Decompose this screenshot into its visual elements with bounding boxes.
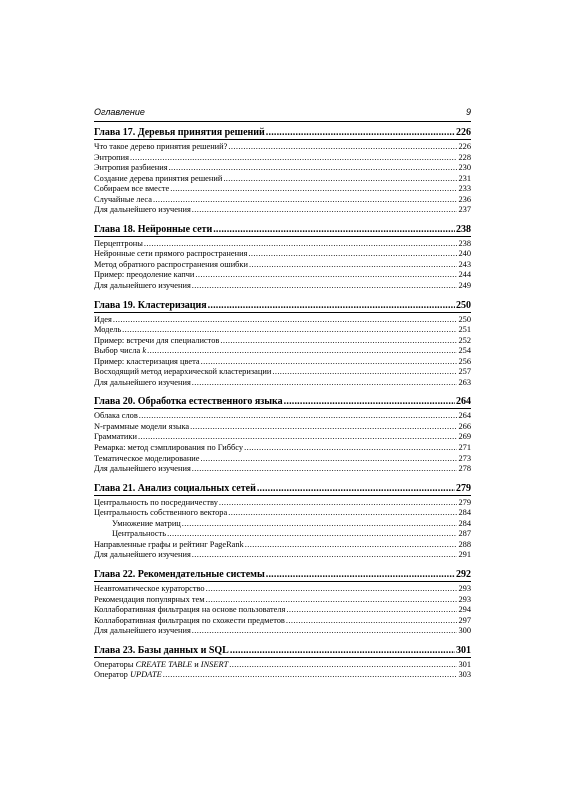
entry-title-part: и [192,659,201,669]
chapter-title: Глава 23. Базы данных и SQL [94,644,229,656]
toc-entry[interactable] [94,163,471,174]
entry-title: Создание дерева принятия решений [94,173,223,183]
entry-title-part: CREATE TABLE [135,659,193,669]
toc-chapter-heading[interactable] [94,568,471,582]
toc-entry[interactable] [94,205,471,216]
leader-dots [192,626,458,637]
entry-title: Центральность собственного вектора [94,508,228,518]
chapter-title: Глава 19. Кластеризация [94,299,207,311]
toc-chapter [94,482,471,561]
toc-entry[interactable] [94,195,471,206]
leader-dots [206,584,458,595]
entry-title: Умножение матриц [112,518,181,528]
entry-page: 231 [458,173,471,183]
leader-dots [182,519,458,530]
leader-dots [163,670,458,681]
leader-dots [229,660,457,671]
toc-chapter [94,223,471,292]
entry-page: 252 [458,335,471,345]
chapter-page: 279 [456,482,471,494]
toc-entry[interactable] [94,142,471,153]
entry-page: 273 [458,453,471,463]
leader-dots [228,508,457,519]
entry-page: 264 [458,411,471,421]
entry-title: Облака слов [94,411,138,421]
leader-dots [144,239,458,250]
entry-page: 230 [458,163,471,173]
toc-entry[interactable] [94,540,471,551]
toc-chapter [94,126,471,216]
entry-title: Восходящий метод иерархической кластеризации [94,367,272,377]
entry-page: 284 [458,508,471,518]
entry-title: Пример: преодоление капчи [94,270,195,280]
toc-chapter [94,395,471,474]
leader-dots [192,550,458,561]
entry-page: 279 [458,497,471,507]
leader-dots [130,153,457,164]
leader-dots [113,315,458,326]
entry-page: 287 [458,529,471,539]
entry-page: 288 [458,539,471,549]
entry-title: Для дальнейшего изучения [94,205,191,215]
leader-dots [169,163,458,174]
leader-dots [192,378,458,389]
entry-title: Метод обратного распространения ошибки [94,259,248,269]
toc-chapter-heading[interactable] [94,644,471,658]
entry-title: Пример: встречи для специалистов [94,335,220,345]
leader-dots [192,464,458,475]
entry-title: Собираем все вместе [94,184,170,194]
running-header-page-number: 9 [465,107,471,117]
toc-entry[interactable] [94,325,471,336]
chapter-title: Глава 17. Деревья принятия решений [94,127,265,138]
chapter-page: 250 [456,299,471,311]
toc-entry[interactable] [94,260,471,271]
leader-dots [201,454,458,465]
leader-dots [208,299,455,312]
entry-page: 233 [458,184,471,194]
chapter-title: Глава 18. Нейронные сети [94,223,213,235]
toc-entry[interactable] [94,174,471,185]
chapter-title: Глава 22. Рекомендательные системы [94,568,265,580]
leader-dots [245,540,458,551]
entry-title: Для дальнейшего изучения [94,626,191,636]
toc-entry[interactable] [94,443,471,454]
entry-title: Энтропия [94,152,129,162]
toc-entry[interactable] [94,346,471,357]
toc-entry[interactable] [94,153,471,164]
chapter-title: Глава 20. Обработка естественного языка [94,396,283,408]
entry-page: 251 [458,325,471,335]
table-of-contents [94,126,471,688]
leader-dots [220,336,457,347]
toc-entry[interactable] [94,454,471,465]
leader-dots [139,411,458,422]
toc-entry[interactable] [94,529,471,540]
entry-title: Для дальнейшего изучения [94,464,191,474]
leader-dots [192,205,458,216]
running-header-title: Оглавление [94,107,145,117]
leader-dots [153,195,458,206]
toc-entry[interactable] [94,378,471,389]
entry-title: Направленные графы и рейтинг PageRank [94,539,244,549]
toc-entry[interactable] [94,550,471,561]
entry-title [94,346,146,357]
entry-title: Для дальнейшего изучения [94,377,191,387]
toc-entry[interactable] [94,584,471,595]
leader-dots [201,357,458,368]
toc-entry[interactable] [94,605,471,616]
entry-page: 266 [458,421,471,431]
entry-page: 297 [458,615,471,625]
toc-entry[interactable] [94,411,471,422]
entry-title: Случайные леса [94,194,152,204]
entry-title-part: Операторы [94,659,136,669]
toc-entry[interactable] [94,498,471,509]
toc-entry[interactable] [94,357,471,368]
entry-title: Центральность по посредничеству [94,497,218,507]
leader-dots [195,270,457,281]
entry-page: 291 [458,550,471,560]
leader-dots [122,325,457,336]
entry-title: Тематическое моделирование [94,453,200,463]
leader-dots [230,644,455,657]
entry-title: Энтропия разбиения [94,163,168,173]
entry-title: Для дальнейшего изучения [94,550,191,560]
toc-entry[interactable] [94,626,471,637]
leader-dots [286,616,458,627]
entry-title: Грамматики [94,432,137,442]
entry-page: 243 [458,259,471,269]
toc-entry[interactable] [94,508,471,519]
toc-chapter-heading[interactable] [94,395,471,409]
toc-entry[interactable] [94,670,471,681]
entry-title: Нейронные сети прямого распространения [94,249,248,259]
toc-entry[interactable] [94,281,471,292]
entry-title: N-граммные модели языка [94,421,190,431]
entry-page: 300 [458,626,471,636]
leader-dots [286,605,457,616]
entry-title: Что такое дерево принятия решений? [94,142,228,151]
entry-page: 226 [458,142,471,151]
entry-page: 293 [458,583,471,593]
toc-entry[interactable] [94,249,471,260]
toc-entry[interactable] [94,432,471,443]
leader-dots [192,281,458,292]
chapter-page: 301 [456,644,471,656]
entry-page: 244 [458,270,471,280]
entry-title: Рекомендация популярных тем [94,594,205,604]
toc-entry[interactable] [94,239,471,250]
toc-chapter-heading[interactable] [94,299,471,313]
entry-page: 238 [458,238,471,248]
leader-dots [248,249,457,260]
toc-chapter [94,299,471,389]
leader-dots [244,443,457,454]
entry-page: 228 [458,152,471,162]
toc-chapter-heading[interactable] [94,482,471,496]
entry-title-part: UPDATE [129,670,162,680]
leader-dots [223,174,457,185]
leader-dots [213,223,455,236]
entry-page: 250 [458,314,471,324]
chapter-page: 238 [456,223,471,235]
entry-page: 257 [458,367,471,377]
toc-chapter [94,568,471,637]
entry-title: Коллаборативная фильтрация на основе пользователя [94,605,286,615]
leader-dots [249,260,457,271]
leader-dots [138,432,457,443]
entry-page: 269 [458,432,471,442]
entry-page: 240 [458,249,471,259]
entry-page: 256 [458,356,471,366]
toc-entry[interactable] [94,519,471,530]
entry-title: Неавтоматическое кураторство [94,583,205,593]
entry-title [94,670,162,681]
toc-entry[interactable] [94,422,471,433]
toc-entry[interactable] [94,595,471,606]
entry-page: 249 [458,281,471,291]
toc-entry[interactable] [94,315,471,326]
entry-title-part: INSERT [200,659,229,669]
entry-page: 263 [458,377,471,387]
entry-title: Для дальнейшего изучения [94,281,191,291]
entry-title: Коллаборативная фильтрация по схожести предметов [94,615,285,625]
leader-dots [284,395,455,408]
running-header [94,107,471,121]
entry-title: Пример: кластеризация цвета [94,356,200,366]
entry-title-part: Выбор числа [94,346,143,356]
toc-entry[interactable] [94,660,471,671]
chapter-title: Глава 21. Анализ социальных сетей [94,482,256,494]
entry-title: Модель [94,325,122,335]
entry-page: 271 [458,443,471,453]
toc-entry[interactable] [94,616,471,627]
leader-dots [266,568,455,581]
entry-title: Центральность [112,529,167,539]
chapter-page: 264 [456,396,471,408]
leader-dots [167,529,457,540]
toc-entry[interactable] [94,184,471,195]
toc-chapter-heading[interactable] [94,223,471,237]
entry-title-part: k [142,346,147,356]
entry-page: 254 [458,346,471,356]
entry-title: Идея [94,314,112,324]
entry-page: 237 [458,205,471,215]
toc-entry[interactable] [94,464,471,475]
entry-title: Перцептроны [94,238,143,248]
leader-dots [257,482,455,495]
entry-page: 278 [458,464,471,474]
leader-dots [272,367,457,378]
chapter-page: 226 [456,127,471,138]
leader-dots [228,142,457,153]
leader-dots [147,346,457,357]
entry-title: Ремарка: метод сэмплирования по Гиббсу [94,443,244,453]
toc-entry[interactable] [94,367,471,378]
entry-page: 236 [458,194,471,204]
entry-page: 284 [458,518,471,528]
toc-chapter [94,644,471,681]
leader-dots [170,184,457,195]
entry-page: 293 [458,594,471,604]
leader-dots [206,595,458,606]
entry-page: 303 [458,670,471,680]
header-rule [94,121,471,122]
toc-entry[interactable] [94,336,471,347]
toc-chapter-heading[interactable] [94,126,471,140]
entry-page: 301 [458,659,471,669]
leader-dots [266,126,455,139]
toc-entry[interactable] [94,270,471,281]
entry-page: 294 [458,605,471,615]
entry-title-part: Оператор [94,670,130,680]
leader-dots [219,498,458,509]
entry-title [94,660,228,671]
leader-dots [190,422,457,433]
chapter-page: 292 [456,568,471,580]
